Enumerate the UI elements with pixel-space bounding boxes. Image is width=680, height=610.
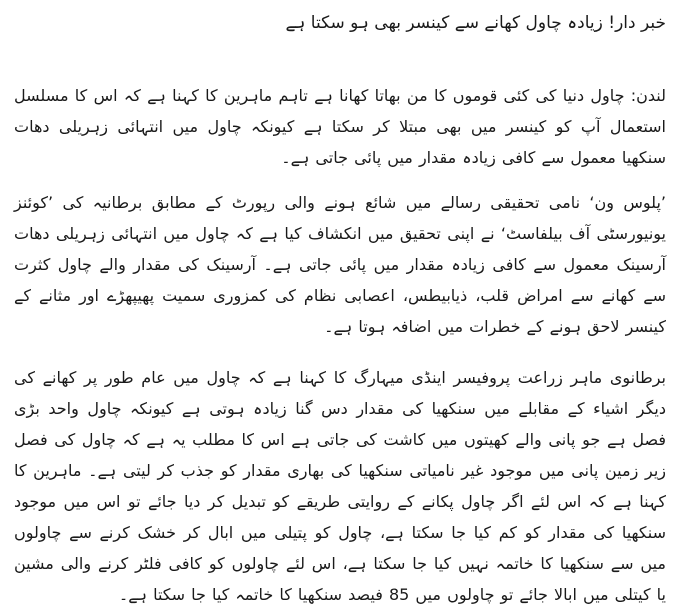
- article-headline: خبر دار! زیادہ چاول کھانے سے کینسر بھی ہو سکتا ہے: [285, 13, 666, 33]
- article-paragraph-intro: لندن: چاول دنیا کی کئی قوموں کا من بھاتا کھانا ہے تاہم ماہرین کا کہنا ہے کہ اس کا مسلسل استعمال آپ کو کینسر میں بھی مبتلا کر سکتا ہے کیونکہ چاول میں انتہائی زہریلی دھات سنکھیا معمول سے کافی زیادہ مقدار میں پائی جاتی ہے۔: [14, 86, 666, 167]
- article-paragraph-research: ’پلوس ون‘ نامی تحقیقی رسالے میں شائع ہونے والی رپورٹ کے مطابق برطانیہ کی ’کوئنز یونیورسٹی آف بیلفاسٹ‘ نے اپنی تحقیق میں انکشاف کیا ہے کہ چاول میں انتہائی زہریلی دھات آرسینک معمول سے کافی زیادہ مقدار میں پائی جاتی ہے۔ آرسینک کی مقدار والے چاول کثرت سے کھانے سے امراض قلب، ذیابیطس، اعصابی نظام کی کمزوری سمیت پھیپھڑے اور مثانے کے کینسر لاحق ہونے کے خطرات میں اضافہ ہوتا ہے۔: [14, 193, 667, 336]
- article-paragraph-expert: برطانوی ماہر زراعت پروفیسر اینڈی میہارگ کا کہنا ہے کہ چاول میں عام طور پر کھانے کی دیگر اشیاء کے مقابلے میں سنکھیا کی مقدار دس گنا زیادہ ہوتی ہے کیونکہ چاول واحد بڑی فصل ہے جو پانی والے کھیتوں میں کاشت کی جاتی ہے اس کا مطلب یہ ہے کہ چاول کی فصل زیر زمین پانی میں موجود غیر نامیاتی سنکھیا کی بھاری مقدار کو جذب کر لیتی ہے۔ ماہرین کا کہنا ہے کہ اس لئے اگر چاول پکانے کے روایتی طریقے کو تبدیل کر دیا جائے تو اس میں موجود سنکھیا کی مقدار کو کم کیا جا سکتا ہے، چاول کو پتیلی میں ابال کر خشک کرنے سے چاولوں میں سے سنکھیا کا خاتمہ نہیں کیا جا سکتا ہے، اس لئے چاولوں کو کافی فلٹر کرنے والی مشین یا کیتلی میں ابالا جائے تو چاولوں میں 85 فیصد سنکھیا کا خاتمہ کیا جا سکتا ہے۔: [14, 368, 666, 604]
